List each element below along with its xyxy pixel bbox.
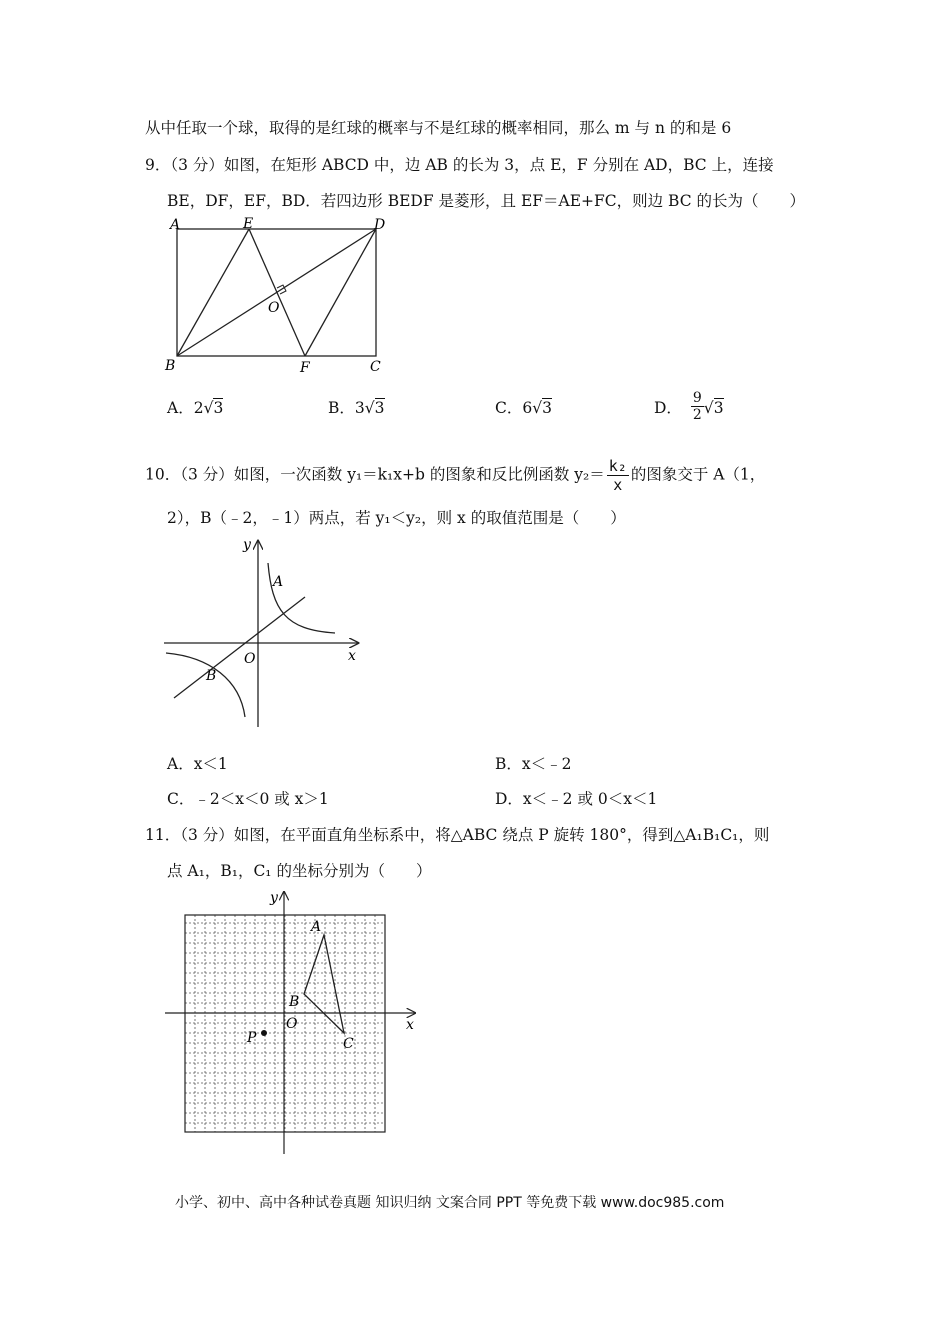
fig10-label-y: y [243,537,251,553]
fig11-label-o: O [286,1016,298,1032]
q9-option-b: B．3√3 [328,399,385,417]
figure-9-rectangle [160,215,400,377]
fig10-label-a: A [273,574,284,590]
q9-option-d-label: D． [654,399,682,417]
q10-option-d: D．x＜﹣2 或 0＜x＜1 [495,790,658,808]
question-11-text-line1: 11．（3 分）如图，在平面直角坐标系中，将△ABC 绕点 P 旋转 180°，得到△A₁B₁C₁，则 [145,826,770,844]
question-11-text-line2: 点 A₁，B₁，C₁ 的坐标分别为（ ） [167,862,432,880]
q9-option-d-fraction [691,390,704,423]
q9-option-b-label: B．3 [328,399,365,417]
q10-text-pre: 10．（3 分）如图，一次函数 y₁＝k₁x+b 的图象和反比例函数 y₂＝ [145,465,605,484]
fig9-label-a: A [170,217,181,233]
question-10-text-line2: 2），B（﹣2，﹣1）两点，若 y₁＜y₂，则 x 的取值范围是（ ） [167,509,626,527]
q10-text-post: 的图象交于 A（1， [630,465,766,484]
q10-fraction-numerator: k₂ [608,457,627,475]
fig9-label-o: O [268,300,280,316]
fig11-label-b: B [289,994,300,1010]
q9-option-b-radicand: 3 [374,399,385,417]
fig9-label-e: E [243,216,254,232]
figure-11-grid [160,882,425,1162]
fig10-label-x: x [348,648,356,664]
q9-option-a-label: A．2 [167,399,204,417]
q9-option-a: A．2√3 [167,399,224,417]
q10-option-b: B．x＜﹣2 [495,755,572,773]
fig9-label-d: D [374,217,386,233]
fig10-label-b: B [206,668,217,684]
fig11-label-x: x [406,1017,414,1033]
fig9-label-f: F [300,360,310,376]
q9-option-c-label: C．6 [495,399,533,417]
q9-option-d-denominator: 2 [692,407,702,423]
grid-lines [185,915,385,1132]
fig9-label-b: B [165,358,176,374]
q9-option-d-numerator: 9 [692,390,702,406]
q10-option-c: C．﹣2＜x＜0 或 x＞1 [167,790,329,808]
q10-fraction [607,457,629,494]
q9-option-d-radicand: 3 [713,399,724,417]
fig11-label-c: C [343,1036,354,1052]
q10-fraction-denominator: x [613,476,623,494]
fig10-label-o: O [244,651,256,667]
text-line-intro: 从中任取一个球，取得的是红球的概率与不是红球的概率相同，那么 m 与 n 的和是 6 [145,119,732,137]
page-footer: 小学、初中、高中各种试卷真题 知识归纳 文案合同 PPT 等免费下载 www.doc985.com [175,1195,725,1211]
question-9-text-line1: 9．（3 分）如图，在矩形 ABCD 中，边 AB 的长为 3，点 E，F 分别在 AD，BC 上，连接 [145,156,774,174]
q10-option-a: A．x＜1 [167,755,228,773]
fig11-label-y: y [270,890,278,906]
triangle-abc [304,935,344,1033]
figure-10-graph [160,535,365,730]
question-10-text-line1 [145,457,765,494]
line-y1 [174,597,305,698]
hyperbola-branch-2 [166,653,245,717]
q9-option-d: D． $\frac{9}{2}$ √3 [654,390,724,423]
q9-option-a-radicand: 3 [213,399,224,417]
fig9-label-c: C [370,359,381,375]
fig11-label-a: A [311,919,322,935]
point-p [261,1030,267,1036]
question-9-text-line2: BE，DF，EF，BD．若四边形 BEDF 是菱形，且 EF＝AE+FC，则边 BC 的长为（ ） [167,192,806,210]
q9-option-c-radicand: 3 [542,399,552,417]
q9-option-c: C．6√3 [495,399,552,417]
fig11-label-p: P [247,1030,257,1046]
